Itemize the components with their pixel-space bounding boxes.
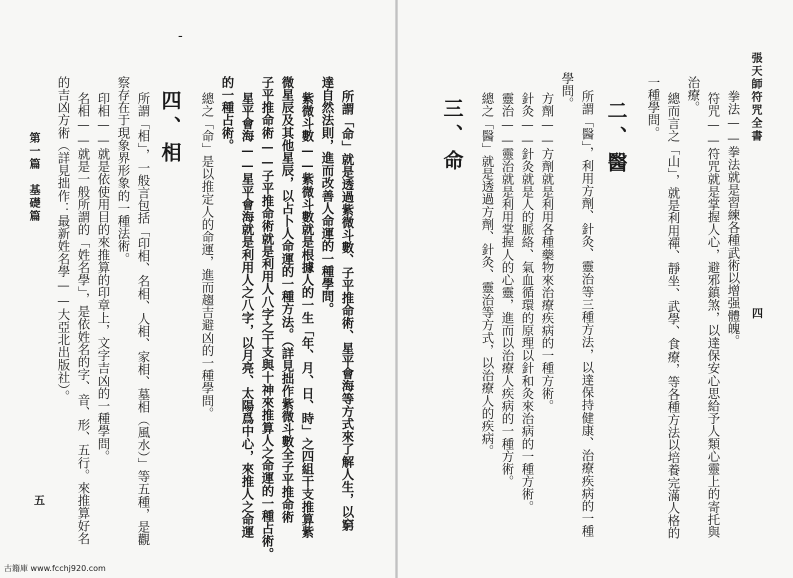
mark: ‐ xyxy=(178,28,183,44)
section-heading-ming: 三、命 xyxy=(440,98,464,176)
text-column: 治療。 xyxy=(686,76,701,114)
text-column: 總而言之「山」，就是利用禪、靜坐、武學、食療，等各種方法以培養完滿人格的 xyxy=(666,92,681,540)
running-head: 張天師符咒全書 xyxy=(750,52,763,143)
text-column: 所謂「命」就是透過紫微斗數、子平推命術、星平會海等方式來了解人生，以窮 xyxy=(340,90,355,531)
chapter-title: 第一篇 基礎篇 xyxy=(28,132,41,223)
text-column: 印相——就是依使用目的來推算的印章上，文字吉凶的一種學問。 xyxy=(96,92,111,463)
text-column: 達自然法則，進而改善人命運的一種學問。 xyxy=(320,76,335,316)
text-column: 察存在于現象界形象的一種法術。 xyxy=(116,76,131,265)
text-column: 總之「命」是以推定人的命運，進而趨吉避凶的一種學問。 xyxy=(200,92,215,420)
text-column: 名相——就是一般所謂的「姓名學」，是依姓名的字、音、形、五行。來推算好名 xyxy=(76,92,91,545)
page-number-left: 五 xyxy=(34,494,45,507)
text-column: 的吉凶方術（詳見拙作：最新姓名學——大亞北出版社）。 xyxy=(56,76,71,403)
watermark-footer: 古籍庫 www.fcchj920.com xyxy=(4,564,106,573)
text-column: 紫微斗數——紫微斗數就是根據人的一生「年、月、日、時」之四組干支推算紫 xyxy=(300,92,315,539)
section-heading-yi: 二、醫 xyxy=(604,100,628,178)
text-column: 子平推命術——子平推命術就是利用人八字之干支與十神來推算人之命運的一種占術。 xyxy=(260,76,275,560)
book-gutter xyxy=(395,0,398,578)
text-column: 星平會海——星平會海就是利用人之八字，以月亮、太陽爲中心，來推人之命運 xyxy=(240,92,255,539)
text-column: 微星辰及其他星辰，以占卜人命運的一種方法。（詳見拙作紫微斗數全子平推命術 xyxy=(280,76,295,524)
text-column: 針灸——針灸就是人的脈絡、氣血循環的原理以針和灸來治病的一種方術。 xyxy=(520,92,535,513)
text-column: 所謂「相」，一般言包括「印相、名相、人相、家相、墓相（風水）」等五種，是觀 xyxy=(136,92,151,546)
page-number-right: 四 xyxy=(752,307,763,320)
text-column: 總之「醫」就是透過方劑、針灸、靈治等方式，以治療人的疾病。 xyxy=(480,92,495,458)
text-column: 靈治——靈治就是利用掌握人的心靈，進而以治療人疾病的一種方術。 xyxy=(500,92,515,488)
text-column: 方劑——方劑就是利用各種藥物來治療疾病的一種方術。 xyxy=(540,92,555,413)
text-column: 所謂「醫」，利用方劑、針灸、靈治等三種方法，以達保持健康、治療疾病的一種 xyxy=(580,90,595,538)
text-column: 拳法——拳法就是習練各種武術以增强體魄。 xyxy=(726,90,741,348)
text-column: 的一種占術。 xyxy=(220,76,235,152)
text-column: 學問。 xyxy=(560,72,575,110)
text-column: 一種學問。 xyxy=(646,76,661,139)
section-heading-xiang: 四、相 xyxy=(158,90,182,168)
text-column: 符咒——符咒就是掌握人心，避邪鎮煞，以達保安心思給予人類心靈上的寄托與 xyxy=(706,92,721,539)
